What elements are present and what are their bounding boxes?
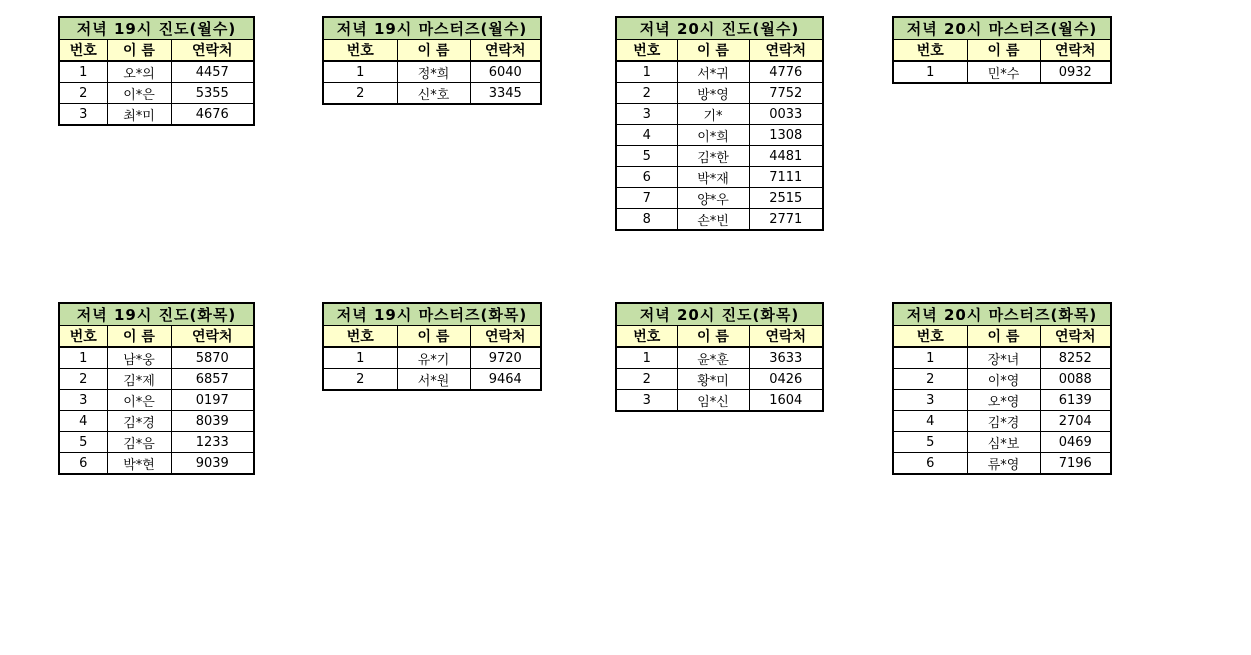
table-cell: 7111 (749, 167, 823, 188)
table-cell: 3 (616, 390, 677, 412)
table-cell: 2 (59, 83, 107, 104)
table-title: 저녁 19시 진도(월수) (59, 17, 254, 40)
table-cell: 6040 (470, 61, 541, 83)
table-row (323, 347, 541, 369)
table-cell: 4776 (749, 61, 823, 83)
table-cell: 9464 (470, 369, 541, 391)
table-cell: 김*제 (107, 369, 171, 390)
table-cell: 5 (59, 432, 107, 453)
col-header-number: 번호 (893, 326, 967, 348)
title-row (616, 303, 823, 326)
table-cell: 임*신 (677, 390, 749, 412)
table-cell: 1233 (171, 432, 254, 453)
table-title: 저녁 20시 마스터즈(화목) (893, 303, 1111, 326)
table-cell: 남*웅 (107, 347, 171, 369)
table-cell: 6 (616, 167, 677, 188)
table-cell: 8039 (171, 411, 254, 432)
table-row (893, 411, 1111, 432)
table-cell: 6139 (1040, 390, 1111, 411)
table-cell: 김*경 (107, 411, 171, 432)
header-row (323, 40, 541, 62)
table-row (59, 61, 254, 83)
table-row (59, 411, 254, 432)
table-cell: 0426 (749, 369, 823, 390)
table-cell: 2 (893, 369, 967, 390)
table-title: 저녁 19시 진도(화목) (59, 303, 254, 326)
col-header-name: 이 름 (397, 40, 470, 62)
table-cell: 신*호 (397, 83, 470, 105)
table-cell: 윤*훈 (677, 347, 749, 369)
table-cell: 1 (323, 347, 397, 369)
col-header-name: 이 름 (107, 40, 171, 62)
col-header-contact: 연락처 (1040, 326, 1111, 348)
table-row (616, 146, 823, 167)
table-title: 저녁 19시 마스터즈(화목) (323, 303, 541, 326)
table-row (59, 432, 254, 453)
table-cell: 6857 (171, 369, 254, 390)
table-row (893, 453, 1111, 475)
table-cell: 5 (893, 432, 967, 453)
roster-table-20-jindo-monwed (615, 16, 824, 231)
table-cell: 8 (616, 209, 677, 231)
table-cell: 서*귀 (677, 61, 749, 83)
table-row (893, 369, 1111, 390)
table-cell: 1 (323, 61, 397, 83)
col-header-contact: 연락처 (749, 326, 823, 348)
roster-table-20-masters-monwed (892, 16, 1112, 84)
roster-table-19-jindo-tuethu (58, 302, 255, 475)
table-cell: 박*현 (107, 453, 171, 475)
table-cell: 0033 (749, 104, 823, 125)
table-cell: 4 (893, 411, 967, 432)
roster-table-20-jindo-tuethu (615, 302, 824, 412)
table-cell: 2771 (749, 209, 823, 231)
col-header-number: 번호 (59, 40, 107, 62)
table-cell: 1 (893, 61, 967, 83)
table-cell: 서*원 (397, 369, 470, 391)
table-cell: 7196 (1040, 453, 1111, 475)
table-cell: 5355 (171, 83, 254, 104)
table-cell: 4457 (171, 61, 254, 83)
col-header-name: 이 름 (107, 326, 171, 348)
table-row (616, 390, 823, 412)
table-row (616, 209, 823, 231)
table-cell: 3 (59, 104, 107, 126)
table-cell: 7 (616, 188, 677, 209)
header-row (893, 40, 1111, 62)
table-cell: 4481 (749, 146, 823, 167)
col-header-contact: 연락처 (470, 326, 541, 348)
table-row (59, 83, 254, 104)
table-cell: 2 (323, 369, 397, 391)
table-title: 저녁 20시 진도(화목) (616, 303, 823, 326)
col-header-contact: 연락처 (470, 40, 541, 62)
col-header-contact: 연락처 (1040, 40, 1111, 62)
table-cell: 손*빈 (677, 209, 749, 231)
col-header-number: 번호 (616, 326, 677, 348)
col-header-number: 번호 (59, 326, 107, 348)
table-cell: 6 (893, 453, 967, 475)
table-row (59, 453, 254, 475)
table-cell: 4676 (171, 104, 254, 126)
table-cell: 3633 (749, 347, 823, 369)
table-cell: 5 (616, 146, 677, 167)
title-row (59, 17, 254, 40)
header-row (59, 40, 254, 62)
table-row (59, 347, 254, 369)
table-row (616, 167, 823, 188)
table-row (59, 104, 254, 126)
table-cell: 1308 (749, 125, 823, 146)
table-cell: 류*영 (967, 453, 1040, 475)
table-cell: 3 (59, 390, 107, 411)
table-cell: 6 (59, 453, 107, 475)
col-header-name: 이 름 (397, 326, 470, 348)
col-header-name: 이 름 (967, 326, 1040, 348)
table-cell: 4 (59, 411, 107, 432)
table-cell: 2515 (749, 188, 823, 209)
table-cell: 2 (323, 83, 397, 105)
table-cell: 0197 (171, 390, 254, 411)
table-cell: 3 (616, 104, 677, 125)
table-title: 저녁 20시 마스터즈(월수) (893, 17, 1111, 40)
col-header-number: 번호 (323, 40, 397, 62)
table-row (616, 188, 823, 209)
table-cell: 정*희 (397, 61, 470, 83)
header-row (59, 326, 254, 348)
table-cell: 방*영 (677, 83, 749, 104)
table-row (616, 369, 823, 390)
col-header-name: 이 름 (677, 40, 749, 62)
roster-table-19-masters-monwed (322, 16, 542, 105)
title-row (59, 303, 254, 326)
title-row (893, 17, 1111, 40)
table-cell: 장*녀 (967, 347, 1040, 369)
table-cell: 9039 (171, 453, 254, 475)
title-row (323, 17, 541, 40)
col-header-number: 번호 (893, 40, 967, 62)
table-cell: 오*의 (107, 61, 171, 83)
header-row (616, 40, 823, 62)
table-cell: 0932 (1040, 61, 1111, 83)
table-cell: 0469 (1040, 432, 1111, 453)
table-cell: 최*미 (107, 104, 171, 126)
table-title: 저녁 19시 마스터즈(월수) (323, 17, 541, 40)
table-row (323, 61, 541, 83)
table-cell: 9720 (470, 347, 541, 369)
header-row (323, 326, 541, 348)
table-cell: 박*재 (677, 167, 749, 188)
table-row (616, 104, 823, 125)
col-header-number: 번호 (616, 40, 677, 62)
table-row (616, 61, 823, 83)
title-row (616, 17, 823, 40)
col-header-number: 번호 (323, 326, 397, 348)
table-cell: 민*수 (967, 61, 1040, 83)
table-cell: 심*보 (967, 432, 1040, 453)
col-header-contact: 연락처 (749, 40, 823, 62)
roster-table-19-masters-tuethu (322, 302, 542, 391)
table-row (59, 390, 254, 411)
col-header-contact: 연락처 (171, 326, 254, 348)
roster-table-19-jindo-monwed (58, 16, 255, 126)
table-row (893, 432, 1111, 453)
table-cell: 5870 (171, 347, 254, 369)
header-row (893, 326, 1111, 348)
table-cell: 유*기 (397, 347, 470, 369)
table-cell: 0088 (1040, 369, 1111, 390)
table-row (893, 390, 1111, 411)
table-cell: 1 (59, 347, 107, 369)
table-cell: 2704 (1040, 411, 1111, 432)
col-header-name: 이 름 (677, 326, 749, 348)
table-cell: 2 (616, 83, 677, 104)
table-cell: 김*경 (967, 411, 1040, 432)
table-cell: 양*우 (677, 188, 749, 209)
table-row (323, 369, 541, 391)
table-cell: 김*한 (677, 146, 749, 167)
table-title: 저녁 20시 진도(월수) (616, 17, 823, 40)
table-cell: 이*은 (107, 83, 171, 104)
table-cell: 8252 (1040, 347, 1111, 369)
table-cell: 2 (616, 369, 677, 390)
table-cell: 2 (59, 369, 107, 390)
col-header-contact: 연락처 (171, 40, 254, 62)
table-cell: 김*음 (107, 432, 171, 453)
table-cell: 황*미 (677, 369, 749, 390)
table-cell: 7752 (749, 83, 823, 104)
table-cell: 1 (59, 61, 107, 83)
table-cell: 4 (616, 125, 677, 146)
table-cell: 이*희 (677, 125, 749, 146)
table-cell: 1 (616, 61, 677, 83)
table-row (616, 83, 823, 104)
table-cell: 1 (616, 347, 677, 369)
table-cell: 이*영 (967, 369, 1040, 390)
table-row (893, 347, 1111, 369)
header-row (616, 326, 823, 348)
table-row (323, 83, 541, 105)
table-cell: 기* (677, 104, 749, 125)
title-row (893, 303, 1111, 326)
roster-table-20-masters-tuethu (892, 302, 1112, 475)
table-cell: 1 (893, 347, 967, 369)
col-header-name: 이 름 (967, 40, 1040, 62)
table-cell: 1604 (749, 390, 823, 412)
table-row (59, 369, 254, 390)
table-row (616, 125, 823, 146)
title-row (323, 303, 541, 326)
table-cell: 3345 (470, 83, 541, 105)
table-row (893, 61, 1111, 83)
table-cell: 3 (893, 390, 967, 411)
table-row (616, 347, 823, 369)
table-cell: 오*영 (967, 390, 1040, 411)
table-cell: 이*은 (107, 390, 171, 411)
